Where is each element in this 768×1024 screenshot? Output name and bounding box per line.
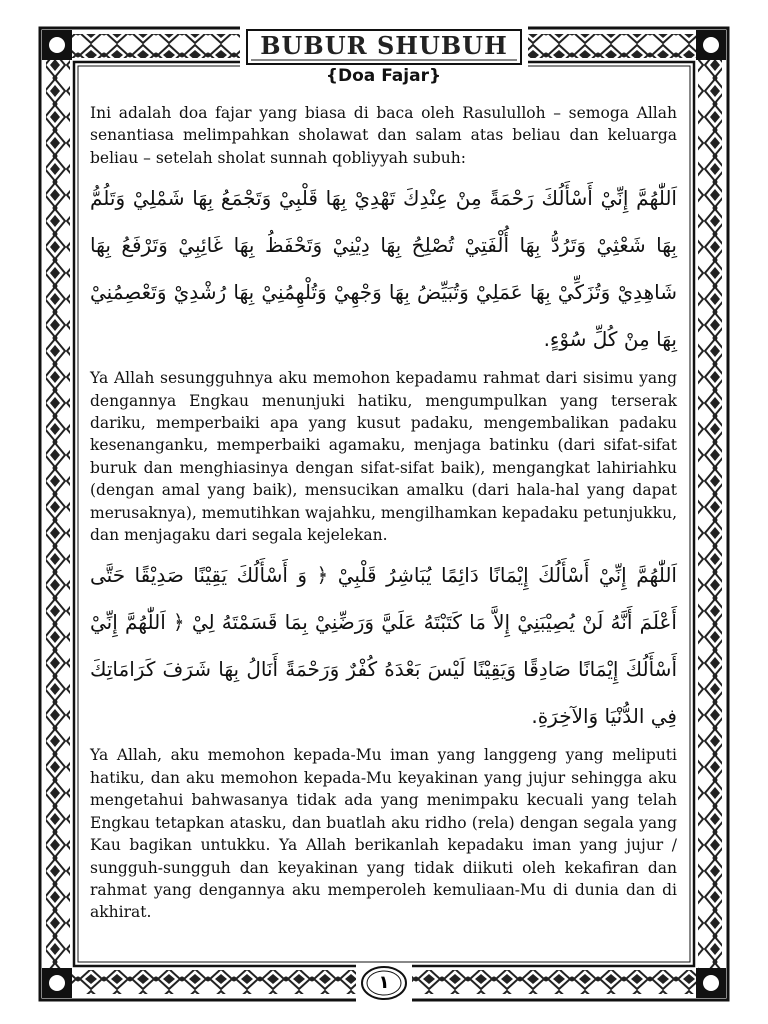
arabic-prayer-1: اَللّٰهُمَّ إِنِّيْ أَسْأَلُكَ رَحْمَةً مِنْ عِنْدِكَ تَهْدِيْ بِهَا قَلْبِيْ وَتَجْمَعُ بِهَا شَمْلِيْ وَتَلُمُّ بِهَا شَعْثِيْ وَتَرُدُّ بِهَا أُلْفَتِيْ تُصْلِحُ بِهَا دِيْنِيْ وَتَحْفَظُ بِهَا غَائِبِيْ وَتَرْفَعُ بِهَا شَاهِدِيْ وَتُزَكِّيْ بِهَا عَمَلِيْ وَتُبَيِّضُ بِهَا وَجْهِيْ وَتُلْهِمُنِيْ بِهَا رُشْدِيْ وَتَعْصِمُنِيْ بِهَا مِنْ كُلِّ سُوْءٍ. — [90, 186, 677, 352]
translation-paragraph-2: Ya Allah, aku memohon kepada-Mu iman yang langgeng yang meliputi hatiku, dan aku memohon kepada-Mu keyakinan yang jujur sehingga aku mengetahui bahwasanya tidak ada yang menimpaku kecuali yang telah Engkau tetapkan atasku, dan buatlah aku ridho (rela) dengan segala yang Kau bagikan untukku. Ya Allah berikanlah kepadaku iman yang jujur / sungguh-sungguh dan keyakinan yang tidak diikuti oleh kekafiran dan rahmat yang dengannya aku memperoleh kemuliaan-Mu di dunia dan di akhirat. — [90, 746, 677, 922]
intro-paragraph: Ini adalah doa fajar yang biasa di baca oleh Rasululloh – semoga Allah senantiasa melimpahkan sholawat dan salam atas beliau dan keluarga beliau – setelah sholat sunnah qobliyyah subuh: — [90, 104, 677, 167]
page-number: ١ — [378, 972, 390, 993]
translation-paragraph-1: Ya Allah sesungguhnya aku memohon kepadamu rahmat dari sisimu yang dengannya Engkau menunjuki hatiku, mengumpulkan yang terserak dariku, memperbaiki apa yang kusut padaku, mengembalikan padaku kesenanganku, memperbaiki agamaku, menjaga batinku (dari sifat-sifat buruk dan menghiasinya dengan sifat-sifat baik), mengangkat lahiriahku (dengan amal yang baik), mensucikan amalku (dari hala-hal yang dapat merusaknya), memutihkan wajahku, mengilhamkan kepadaku petunjukku, dan menjagaku dari segala kejelekan. — [90, 369, 677, 545]
page-content — [90, 62, 677, 962]
arabic-prayer-2: اَللّٰهُمَّ إِنِّيْ أَسْأَلُكَ إِيْمَانًا دَائِمًا يُبَاشِرُ قَلْبِيْ ﴿ وَ أَسْأَلُكَ يَقِيْنًا صَدِيْقًا حَتَّى أَعْلَمَ أَنَّهُ لَنْ يُصِيْبَنِيْ إِلاَّ مَا كَتَبْتَهُ عَلَيَّ وَرَضِّنِيْ بِمَا قَسَمْتَهُ لِيْ ﴿ اَللّٰهُمَّ إِنِّيْ أَسْأَلُكَ إِيْمَانًا صَادِقًا وَيَقِيْنًا لَيْسَ بَعْدَهُ كُفْرٌ وَرَحْمَةً أَنَالُ بِهَا شَرَفَ كَرَامَاتِكَ فِي الدُّنْيَا وَالآخِرَةِ. — [90, 563, 677, 729]
doa-subtitle: {Doa Fajar} — [325, 66, 442, 86]
page-title: BUBUR SHUBUH — [260, 31, 508, 60]
